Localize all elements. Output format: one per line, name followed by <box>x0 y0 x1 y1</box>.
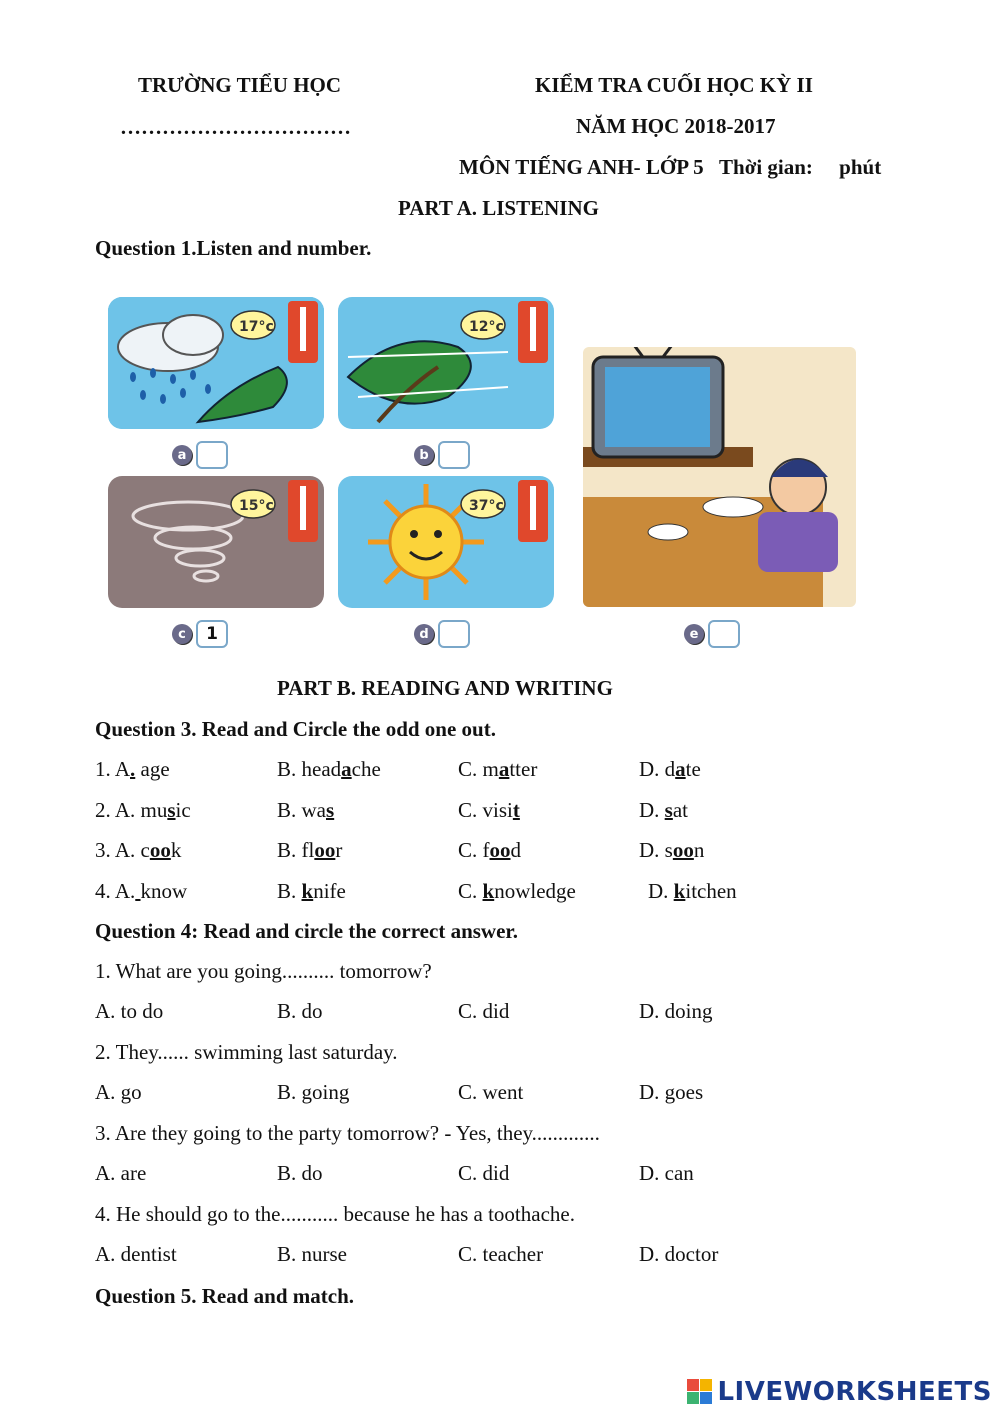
q3-option-2-c[interactable]: C. visit <box>458 797 520 822</box>
q3-option-4-d[interactable]: D. kitchen <box>648 878 737 903</box>
picture-b-label: b <box>414 441 470 469</box>
q4-option-1-b[interactable]: B. do <box>277 999 323 1023</box>
temp-label-d: 37°c <box>469 498 504 514</box>
liveworksheets-text: LIVEWORKSHEETS <box>717 1377 992 1407</box>
q3-option-3-d[interactable]: D. soon <box>639 838 705 862</box>
tornado-icon <box>108 476 324 608</box>
q4-option-2-d[interactable]: D. goes <box>639 1080 704 1104</box>
q4-option-3-b[interactable]: B. do <box>277 1161 323 1185</box>
picture-b-windy <box>338 297 554 429</box>
q4-option-2-a[interactable]: A. go <box>95 1080 142 1104</box>
temp-label-c: 15°c <box>239 498 274 514</box>
picture-c-label: c 1 <box>172 620 228 648</box>
picture-a-rainy <box>108 297 324 429</box>
subject-line: MÔN TIẾNG ANH- LỚP 5 Thời gian: phút <box>459 155 882 179</box>
q3-option-3-b[interactable]: B. floor <box>277 838 343 862</box>
tv-boy-icon <box>583 347 856 607</box>
q4-option-4-b[interactable]: B. nurse <box>277 1242 347 1266</box>
q4-question-4: 4. He should go to the........... because he has a toothache. <box>95 1202 575 1226</box>
answer-box-a[interactable] <box>196 441 228 469</box>
exam-title: KIỂM TRA CUỐI HỌC KỲ II <box>535 73 813 97</box>
wind-tree-icon <box>338 297 554 429</box>
q4-option-1-a[interactable]: A. to do <box>95 999 164 1023</box>
q3-option-3-a[interactable]: 3. A. cook <box>95 838 182 862</box>
q3-option-3-c[interactable]: C. food <box>458 838 521 862</box>
q4-option-3-d[interactable]: D. can <box>639 1161 694 1185</box>
part-b-title: PART B. READING AND WRITING <box>277 676 613 700</box>
q4-option-3-c[interactable]: C. did <box>458 1161 510 1185</box>
q4-option-2-b[interactable]: B. going <box>277 1080 350 1104</box>
q4-option-1-c[interactable]: C. did <box>458 999 510 1023</box>
q3-option-4-a[interactable]: 4. A. know <box>95 878 188 903</box>
q3-option-4-b[interactable]: B. knife <box>277 878 346 903</box>
answer-box-e[interactable] <box>708 620 740 648</box>
part-a-title: PART A. LISTENING <box>398 196 599 220</box>
q3-option-1-a[interactable]: 1. A. age <box>95 757 170 781</box>
answer-box-b[interactable] <box>438 441 470 469</box>
picture-d-label: d <box>414 620 470 648</box>
question-1-title: Question 1.Listen and number. <box>95 236 372 260</box>
answer-box-c[interactable]: 1 <box>196 620 228 648</box>
q4-option-4-a[interactable]: A. dentist <box>95 1242 177 1266</box>
q4-question-2: 2. They...... swimming last saturday. <box>95 1040 398 1064</box>
q4-option-4-d[interactable]: D. doctor <box>639 1242 719 1266</box>
picture-c-storm <box>108 476 324 608</box>
answer-box-d[interactable] <box>438 620 470 648</box>
q4-option-4-c[interactable]: C. teacher <box>458 1242 544 1266</box>
rain-cloud-icon <box>108 297 324 429</box>
q3-option-1-c[interactable]: C. matter <box>458 757 538 781</box>
question-4-title: Question 4: Read and circle the correct answer. <box>95 919 519 943</box>
q4-option-2-c[interactable]: C. went <box>458 1080 524 1104</box>
q4-question-1: 1. What are you going.......... tomorrow? <box>95 959 432 983</box>
liveworksheets-logo <box>687 1377 992 1407</box>
q3-option-2-b[interactable]: B. was <box>277 797 335 822</box>
q4-question-3: 3. Are they going to the party tomorrow? - Yes, they............. <box>95 1121 600 1145</box>
question-5-title: Question 5. Read and match. <box>95 1284 355 1308</box>
q3-option-2-a[interactable]: 2. A. music <box>95 797 191 822</box>
q4-option-3-a[interactable]: A. are <box>95 1161 147 1185</box>
picture-d-sunny <box>338 476 554 608</box>
sun-icon <box>338 476 554 608</box>
q3-option-2-d[interactable]: D. sat <box>639 797 689 822</box>
picture-a-label: a <box>172 441 228 469</box>
picture-e-watching-tv <box>583 347 856 607</box>
q4-option-1-d[interactable]: D. doing <box>639 999 713 1023</box>
q3-option-1-d[interactable]: D. date <box>639 757 701 781</box>
school-name-blank: …………………………… <box>120 115 351 139</box>
q3-option-4-c[interactable]: C. knowledge <box>458 878 576 903</box>
picture-e-label: e <box>684 620 740 648</box>
school-label: TRƯỜNG TIỂU HỌC <box>138 73 342 97</box>
liveworksheets-badge-icon <box>687 1379 713 1405</box>
q3-option-1-b[interactable]: B. headache <box>277 757 381 781</box>
temp-label-a: 17°c <box>239 319 274 335</box>
school-year: NĂM HỌC 2018-2017 <box>576 114 776 138</box>
temp-label-b: 12°c <box>469 319 504 335</box>
question-3-title: Question 3. Read and Circle the odd one out. <box>95 717 496 741</box>
